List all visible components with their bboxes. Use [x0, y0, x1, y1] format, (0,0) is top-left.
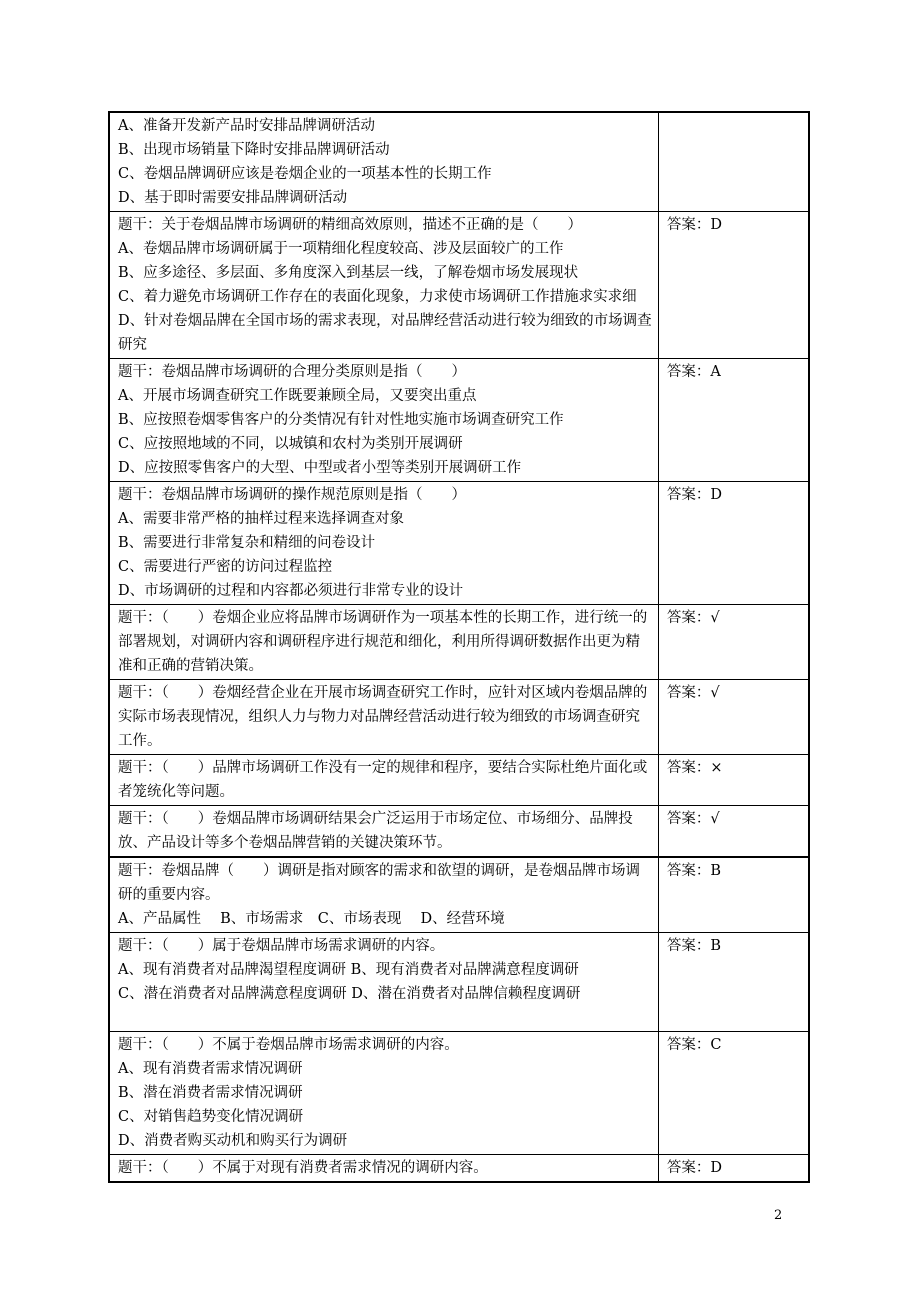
option-line: A、产品属性 B、市场需求 C、市场表现 D、经营环境: [118, 911, 505, 927]
question-cell: [109, 755, 658, 806]
option-line: D、应按照零售客户的大型、中型或者小型等类别开展调研工作: [118, 460, 522, 476]
option-line: B、需要进行非常复杂和精细的问卷设计: [118, 535, 376, 551]
question-stem: 题干：卷烟品牌市场调研的操作规范原则是指（ ）: [118, 487, 466, 503]
question-stem: 题干：（ ）品牌市场调研工作没有一定的规律和程序，要结合实际杜绝片面化或者笼统化等问题。: [118, 760, 648, 800]
page-number: 2: [774, 1208, 783, 1223]
option-line: C、卷烟品牌调研应该是卷烟企业的一项基本性的长期工作: [118, 166, 492, 182]
question-cell: [109, 1155, 658, 1183]
option-line: A、准备开发新产品时安排品牌调研活动: [118, 118, 375, 134]
question-cell: [109, 806, 658, 858]
answer-cell: 答案：×: [658, 755, 809, 806]
question-cell: [109, 933, 658, 1032]
answer-cell: 答案：C: [658, 1032, 809, 1155]
option-line: A、现有消费者对品牌渴望程度调研 B、现有消费者对品牌满意程度调研: [118, 962, 579, 978]
answer-cell: 答案：D: [658, 1155, 809, 1183]
option-line: A、卷烟品牌市场调研属于一项精细化程度较高、涉及层面较广的工作: [118, 241, 564, 257]
question-cell: [109, 1032, 658, 1155]
table-row: [109, 359, 809, 482]
answer-cell: 答案：D: [658, 212, 809, 359]
question-stem: 题干：（ ）不属于对现有消费者需求情况的调研内容。: [118, 1160, 488, 1176]
question-stem: 题干：（ ）属于卷烟品牌市场需求调研的内容。: [118, 938, 445, 954]
question-stem: 题干：卷烟品牌市场调研的合理分类原则是指（ ）: [118, 364, 466, 380]
question-cell: [109, 359, 658, 482]
table-row: [109, 857, 809, 933]
option-line: C、对销售趋势变化情况调研: [118, 1109, 304, 1125]
option-line: D、市场调研的过程和内容都必须进行非常专业的设计: [118, 583, 464, 599]
table-row: [109, 112, 809, 212]
question-stem: 题干：关于卷烟品牌市场调研的精细高效原则，描述不正确的是（ ）: [118, 217, 582, 233]
question-stem: 题干：（ ）卷烟经营企业在开展市场调查研究工作时，应针对区域内卷烟品牌的实际市场表现情况，组织人力与物力对品牌经营活动进行较为细致的市场调查研究工作。: [118, 685, 648, 749]
table-row: [109, 680, 809, 755]
question-cell: [109, 680, 658, 755]
question-cell: [109, 112, 658, 212]
option-line: C、需要进行严密的访问过程监控: [118, 559, 333, 575]
option-line: B、应多途径、多层面、多角度深入到基层一线，了解卷烟市场发展现状: [118, 265, 579, 281]
option-line: C、应按照地域的不同，以城镇和农村为类别开展调研: [118, 436, 463, 452]
table-row: [109, 1155, 809, 1183]
answer-cell: [658, 112, 809, 212]
question-stem: 题干：（ ）卷烟企业应将品牌市场调研作为一项基本性的长期工作，进行统一的部署规划，对调研内容和调研程序进行规范和细化，利用所得调研数据作出更为精准和正确的营销决策。: [118, 610, 648, 674]
option-line: C、着力避免市场调研工作存在的表面化现象，力求使市场调研工作措施求实求细: [118, 289, 637, 305]
table-row: [109, 482, 809, 605]
question-stem: 题干：（ ）不属于卷烟品牌市场需求调研的内容。: [118, 1037, 459, 1053]
answer-cell: 答案：B: [658, 857, 809, 933]
table-row: [109, 1032, 809, 1155]
answer-cell: 答案：√: [658, 806, 809, 858]
option-line: A、现有消费者需求情况调研: [118, 1061, 303, 1077]
option-line: D、针对卷烟品牌在全国市场的需求表现，对品牌经营活动进行较为细致的市场调查研究: [118, 313, 652, 353]
table-row: [109, 933, 809, 1032]
option-line: D、消费者购买动机和购买行为调研: [118, 1133, 348, 1149]
answer-cell: 答案：A: [658, 359, 809, 482]
answer-cell: 答案：D: [658, 482, 809, 605]
question-cell: [109, 605, 658, 680]
answer-cell: 答案：√: [658, 680, 809, 755]
question-cell: [109, 857, 658, 933]
table-row: [109, 755, 809, 806]
question-cell: [109, 212, 658, 359]
option-line: B、潜在消费者需求情况调研: [118, 1085, 303, 1101]
option-line: A、需要非常严格的抽样过程来选择调查对象: [118, 511, 404, 527]
table-row: [109, 605, 809, 680]
table-row: [109, 806, 809, 858]
table-row: [109, 212, 809, 359]
option-line: B、应按照卷烟零售客户的分类情况有针对性地实施市场调查研究工作: [118, 412, 564, 428]
question-cell: [109, 482, 658, 605]
option-line: A、开展市场调查研究工作既要兼顾全局，又要突出重点: [118, 388, 477, 404]
option-line: C、潜在消费者对品牌满意程度调研 D、潜在消费者对品牌信赖程度调研: [118, 986, 581, 1002]
question-stem: 题干：（ ）卷烟品牌市场调研结果会广泛运用于市场定位、市场细分、品牌投放、产品设计等多个卷烟品牌营销的关键决策环节。: [118, 811, 633, 851]
question-answer-table: [108, 111, 810, 1183]
option-line: D、基于即时需要安排品牌调研活动: [118, 190, 348, 206]
answer-cell: 答案：B: [658, 933, 809, 1032]
question-stem: 题干：卷烟品牌（ ）调研是指对顾客的需求和欲望的调研，是卷烟品牌市场调研的重要内容。: [118, 863, 640, 903]
option-line: B、出现市场销量下降时安排品牌调研活动: [118, 142, 390, 158]
answer-cell: 答案：√: [658, 605, 809, 680]
